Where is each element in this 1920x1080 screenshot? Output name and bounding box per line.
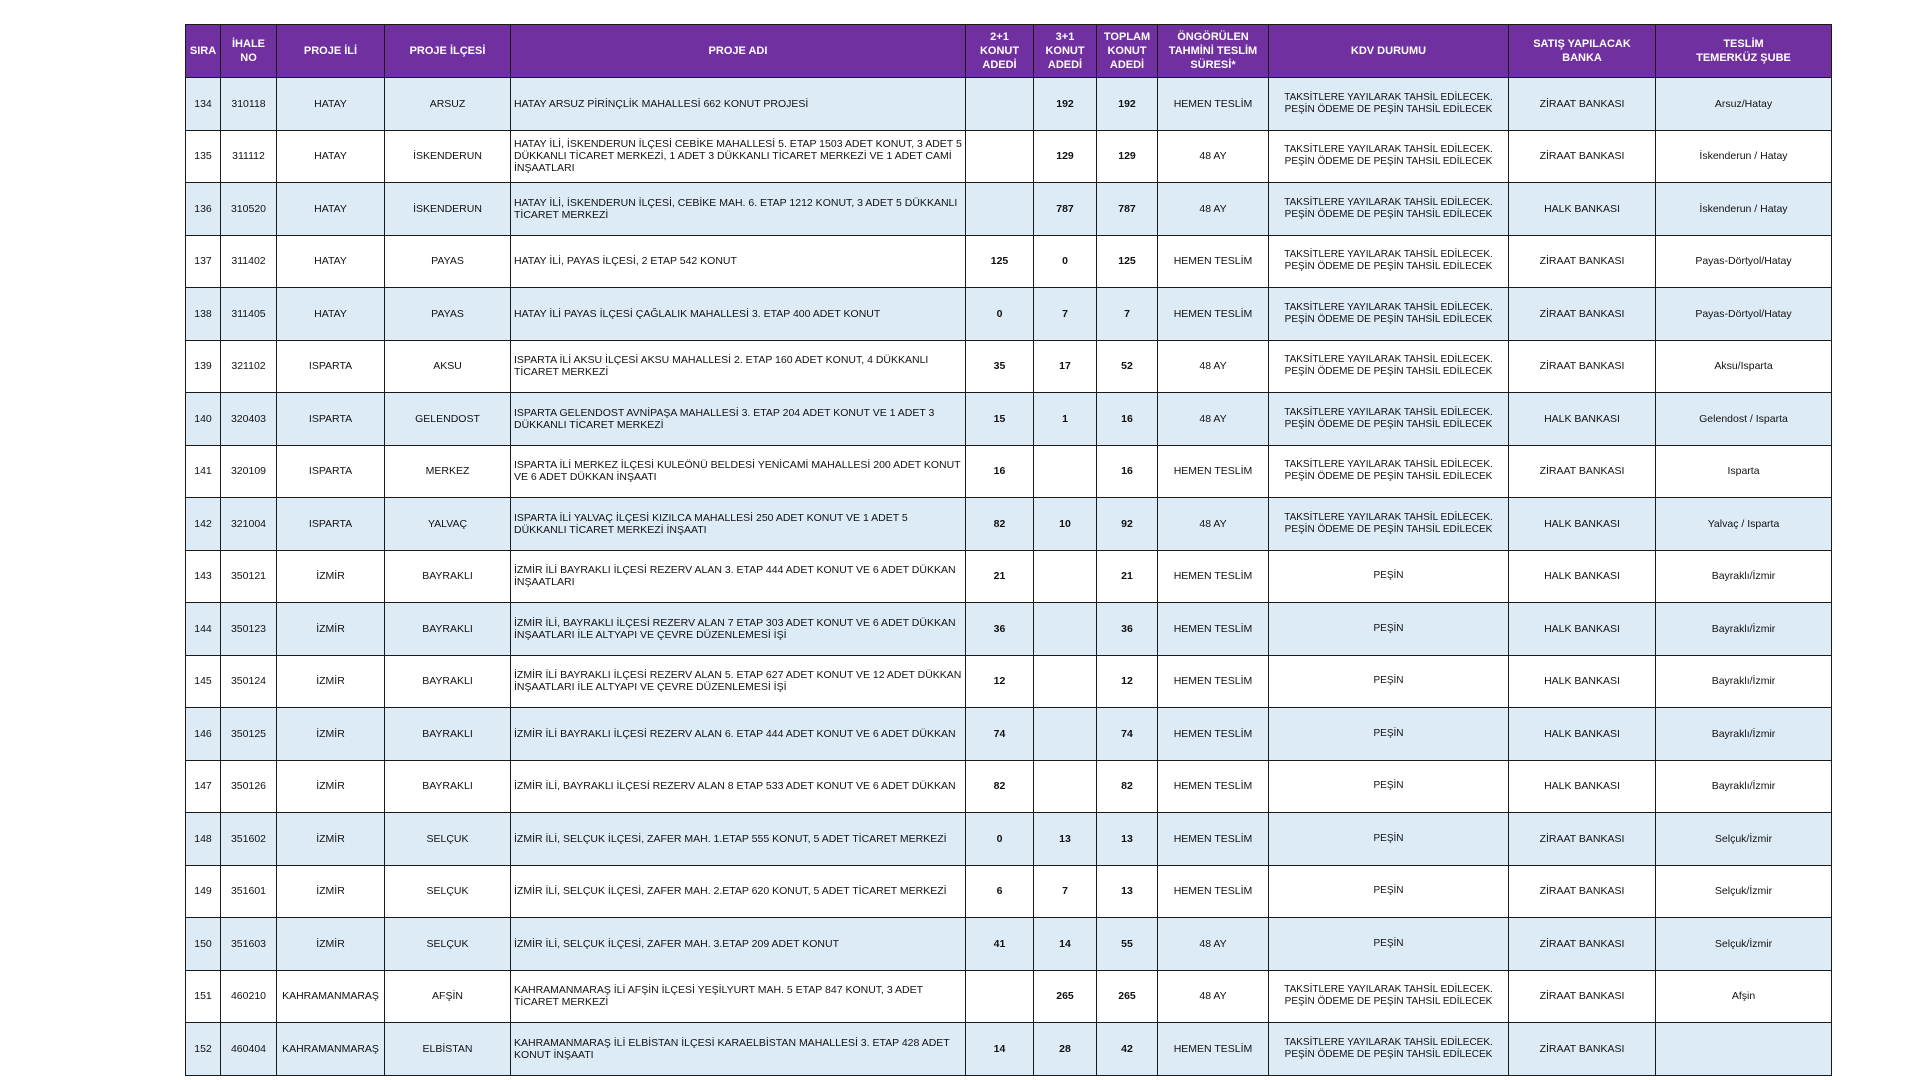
cell-satis-banka: ZİRAAT BANKASI <box>1509 288 1656 341</box>
cell-satis-banka: ZİRAAT BANKASI <box>1509 130 1656 183</box>
cell-2-1-konut: 36 <box>966 603 1034 656</box>
table-row <box>186 760 1832 813</box>
cell-3-1-konut <box>1034 655 1097 708</box>
cell-2-1-konut: 125 <box>966 235 1034 288</box>
cell-sira: 135 <box>186 130 221 183</box>
table-row <box>186 288 1832 341</box>
cell-ihale-no: 310520 <box>221 183 277 236</box>
table-row <box>186 708 1832 761</box>
cell-satis-banka: HALK BANKASI <box>1509 760 1656 813</box>
cell-sira: 141 <box>186 445 221 498</box>
cell-teslim-sube: Bayraklı/İzmir <box>1656 708 1832 761</box>
header-proje-adi: PROJE ADI <box>511 25 966 78</box>
cell-ihale-no: 350126 <box>221 760 277 813</box>
cell-proje-ilcesi: BAYRAKLI <box>385 550 511 603</box>
cell-proje-adi: KAHRAMANMARAŞ İLİ AFŞİN İLÇESİ YEŞİLYURT MAH. 5 ETAP 847 KONUT, 3 ADET TİCARET MERKEZİ <box>511 970 966 1023</box>
header-proje-ili: PROJE İLİ <box>277 25 385 78</box>
cell-teslim-sube: Afşin <box>1656 970 1832 1023</box>
cell-satis-banka: HALK BANKASI <box>1509 708 1656 761</box>
cell-toplam-konut: 16 <box>1097 393 1158 446</box>
cell-proje-adi: HATAY İLİ PAYAS İLÇESİ ÇAĞLALIK MAHALLESİ 3. ETAP 400 ADET KONUT <box>511 288 966 341</box>
cell-teslim-suresi: HEMEN TESLİM <box>1158 813 1269 866</box>
cell-toplam-konut: 129 <box>1097 130 1158 183</box>
cell-teslim-suresi: HEMEN TESLİM <box>1158 760 1269 813</box>
cell-kdv-durumu: TAKSİTLERE YAYILARAK TAHSİL EDİLECEK. PEŞİN ÖDEME DE PEŞİN TAHSİL EDİLECEK <box>1269 340 1509 393</box>
cell-proje-ili: İZMİR <box>277 708 385 761</box>
cell-proje-adi: ISPARTA İLİ MERKEZ İLÇESİ KULEÖNÜ BELDESİ YENİCAMİ MAHALLESİ 200 ADET KONUT VE 6 ADET DÜKKAN İNŞAATI <box>511 445 966 498</box>
cell-toplam-konut: 42 <box>1097 1023 1158 1076</box>
cell-proje-ili: ISPARTA <box>277 393 385 446</box>
cell-kdv-durumu: PEŞİN <box>1269 603 1509 656</box>
cell-proje-ilcesi: YALVAÇ <box>385 498 511 551</box>
table-row <box>186 655 1832 708</box>
cell-proje-ilcesi: BAYRAKLI <box>385 708 511 761</box>
cell-proje-ilcesi: PAYAS <box>385 288 511 341</box>
cell-kdv-durumu: TAKSİTLERE YAYILARAK TAHSİL EDİLECEK. PEŞİN ÖDEME DE PEŞİN TAHSİL EDİLECEK <box>1269 130 1509 183</box>
cell-proje-ili: ISPARTA <box>277 445 385 498</box>
housing-projects-table <box>185 24 1832 1076</box>
cell-satis-banka: HALK BANKASI <box>1509 655 1656 708</box>
cell-proje-ili: İZMİR <box>277 603 385 656</box>
cell-toplam-konut: 82 <box>1097 760 1158 813</box>
cell-teslim-suresi: HEMEN TESLİM <box>1158 288 1269 341</box>
cell-3-1-konut <box>1034 603 1097 656</box>
cell-kdv-durumu: TAKSİTLERE YAYILARAK TAHSİL EDİLECEK. PEŞİN ÖDEME DE PEŞİN TAHSİL EDİLECEK <box>1269 235 1509 288</box>
cell-kdv-durumu: TAKSİTLERE YAYILARAK TAHSİL EDİLECEK. PEŞİN ÖDEME DE PEŞİN TAHSİL EDİLECEK <box>1269 1023 1509 1076</box>
cell-proje-ili: HATAY <box>277 183 385 236</box>
cell-teslim-suresi: HEMEN TESLİM <box>1158 235 1269 288</box>
cell-teslim-sube: Selçuk/İzmir <box>1656 865 1832 918</box>
cell-proje-adi: İZMİR İLİ BAYRAKLI İLÇESİ REZERV ALAN 5. ETAP 627 ADET KONUT VE 12 ADET DÜKKAN İNŞAATLARI İLE ALTYAPI VE ÇEVRE DÜZENLEMESİ İŞİ <box>511 655 966 708</box>
cell-satis-banka: ZİRAAT BANKASI <box>1509 1023 1656 1076</box>
cell-proje-ilcesi: SELÇUK <box>385 865 511 918</box>
cell-satis-banka: ZİRAAT BANKASI <box>1509 445 1656 498</box>
cell-teslim-sube: Payas-Dörtyol/Hatay <box>1656 235 1832 288</box>
cell-proje-adi: ISPARTA İLİ YALVAÇ İLÇESİ KIZILCA MAHALLESİ 250 ADET KONUT VE 1 ADET 5 DÜKKANLI TİCARET MERKEZİ İNŞAATI <box>511 498 966 551</box>
cell-sira: 137 <box>186 235 221 288</box>
cell-2-1-konut <box>966 970 1034 1023</box>
cell-proje-ilcesi: BAYRAKLI <box>385 603 511 656</box>
cell-ihale-no: 320403 <box>221 393 277 446</box>
cell-3-1-konut: 13 <box>1034 813 1097 866</box>
cell-toplam-konut: 36 <box>1097 603 1158 656</box>
header-toplam-konut: TOPLAM KONUT ADEDİ <box>1097 25 1158 78</box>
table-row <box>186 130 1832 183</box>
cell-kdv-durumu: PEŞİN <box>1269 813 1509 866</box>
cell-proje-adi: İZMİR İLİ, SELÇUK İLÇESİ, ZAFER MAH. 2.ETAP 620 KONUT, 5 ADET TİCARET MERKEZİ <box>511 865 966 918</box>
cell-proje-ili: İZMİR <box>277 865 385 918</box>
cell-ihale-no: 321102 <box>221 340 277 393</box>
cell-3-1-konut: 28 <box>1034 1023 1097 1076</box>
cell-satis-banka: HALK BANKASI <box>1509 603 1656 656</box>
cell-sira: 148 <box>186 813 221 866</box>
cell-toplam-konut: 92 <box>1097 498 1158 551</box>
cell-sira: 143 <box>186 550 221 603</box>
cell-proje-adi: İZMİR İLİ, BAYRAKLI İLÇESİ REZERV ALAN 8 ETAP 533 ADET KONUT VE 6 ADET DÜKKAN <box>511 760 966 813</box>
table-row <box>186 865 1832 918</box>
cell-3-1-konut: 787 <box>1034 183 1097 236</box>
cell-satis-banka: ZİRAAT BANKASI <box>1509 340 1656 393</box>
cell-teslim-suresi: HEMEN TESLİM <box>1158 445 1269 498</box>
cell-teslim-suresi: HEMEN TESLİM <box>1158 550 1269 603</box>
cell-sira: 145 <box>186 655 221 708</box>
cell-toplam-konut: 55 <box>1097 918 1158 971</box>
table-row <box>186 550 1832 603</box>
cell-sira: 140 <box>186 393 221 446</box>
cell-sira: 149 <box>186 865 221 918</box>
cell-proje-ilcesi: İSKENDERUN <box>385 183 511 236</box>
cell-teslim-suresi: 48 AY <box>1158 183 1269 236</box>
cell-kdv-durumu: PEŞİN <box>1269 655 1509 708</box>
cell-sira: 146 <box>186 708 221 761</box>
cell-ihale-no: 351601 <box>221 865 277 918</box>
cell-toplam-konut: 13 <box>1097 865 1158 918</box>
header-3-1-konut: 3+1 KONUT ADEDİ <box>1034 25 1097 78</box>
cell-teslim-suresi: 48 AY <box>1158 918 1269 971</box>
table-row <box>186 393 1832 446</box>
cell-kdv-durumu: TAKSİTLERE YAYILARAK TAHSİL EDİLECEK. PEŞİN ÖDEME DE PEŞİN TAHSİL EDİLECEK <box>1269 183 1509 236</box>
cell-2-1-konut: 0 <box>966 813 1034 866</box>
cell-proje-ilcesi: ARSUZ <box>385 78 511 131</box>
cell-2-1-konut: 14 <box>966 1023 1034 1076</box>
cell-proje-ili: HATAY <box>277 130 385 183</box>
cell-ihale-no: 350123 <box>221 603 277 656</box>
cell-3-1-konut <box>1034 708 1097 761</box>
cell-proje-ilcesi: PAYAS <box>385 235 511 288</box>
header-proje-ilcesi: PROJE İLÇESİ <box>385 25 511 78</box>
cell-proje-ili: HATAY <box>277 235 385 288</box>
cell-proje-adi: İZMİR İLİ, BAYRAKLI İLÇESİ REZERV ALAN 7 ETAP 303 ADET KONUT VE 6 ADET DÜKKAN İNŞAATLARI İLE ALTYAPI VE ÇEVRE DÜZENLEMESİ İŞİ <box>511 603 966 656</box>
cell-proje-ilcesi: ELBİSTAN <box>385 1023 511 1076</box>
cell-teslim-sube: Yalvaç / Isparta <box>1656 498 1832 551</box>
cell-proje-ili: İZMİR <box>277 550 385 603</box>
cell-teslim-suresi: HEMEN TESLİM <box>1158 603 1269 656</box>
cell-3-1-konut: 17 <box>1034 340 1097 393</box>
header-satis-banka: SATIŞ YAPILACAK BANKA <box>1509 25 1656 78</box>
cell-sira: 150 <box>186 918 221 971</box>
cell-ihale-no: 350124 <box>221 655 277 708</box>
cell-ihale-no: 460404 <box>221 1023 277 1076</box>
cell-teslim-sube: Bayraklı/İzmir <box>1656 655 1832 708</box>
cell-proje-ilcesi: BAYRAKLI <box>385 760 511 813</box>
cell-ihale-no: 321004 <box>221 498 277 551</box>
cell-proje-ili: HATAY <box>277 288 385 341</box>
cell-teslim-sube: Selçuk/İzmir <box>1656 918 1832 971</box>
cell-kdv-durumu: PEŞİN <box>1269 708 1509 761</box>
table-row <box>186 498 1832 551</box>
cell-teslim-sube <box>1656 1023 1832 1076</box>
cell-2-1-konut: 35 <box>966 340 1034 393</box>
cell-toplam-konut: 7 <box>1097 288 1158 341</box>
cell-kdv-durumu: TAKSİTLERE YAYILARAK TAHSİL EDİLECEK. PEŞİN ÖDEME DE PEŞİN TAHSİL EDİLECEK <box>1269 78 1509 131</box>
cell-sira: 138 <box>186 288 221 341</box>
cell-3-1-konut: 0 <box>1034 235 1097 288</box>
cell-satis-banka: ZİRAAT BANKASI <box>1509 235 1656 288</box>
cell-ihale-no: 320109 <box>221 445 277 498</box>
cell-teslim-suresi: 48 AY <box>1158 393 1269 446</box>
cell-ihale-no: 350121 <box>221 550 277 603</box>
cell-proje-ili: ISPARTA <box>277 498 385 551</box>
cell-teslim-sube: Aksu/Isparta <box>1656 340 1832 393</box>
cell-proje-adi: HATAY İLİ, İSKENDERUN İLÇESİ, CEBİKE MAH. 6. ETAP 1212 KONUT, 3 ADET 5 DÜKKANLI TİCARET MERKEZİ <box>511 183 966 236</box>
cell-kdv-durumu: PEŞİN <box>1269 865 1509 918</box>
cell-toplam-konut: 21 <box>1097 550 1158 603</box>
cell-satis-banka: ZİRAAT BANKASI <box>1509 78 1656 131</box>
cell-3-1-konut: 129 <box>1034 130 1097 183</box>
cell-ihale-no: 311112 <box>221 130 277 183</box>
cell-2-1-konut: 74 <box>966 708 1034 761</box>
cell-proje-adi: HATAY İLİ, İSKENDERUN İLÇESİ CEBİKE MAHALLESİ 5. ETAP 1503 ADET KONUT, 3 ADET 5 DÜKKANLI TİCARET MERKEZİ, 1 ADET 3 DÜKKANLI TİCARET MERKEZİ VE 1 ADET CAMİ İNŞAATLARI <box>511 130 966 183</box>
cell-proje-adi: HATAY İLİ, PAYAS İLÇESİ, 2 ETAP 542 KONUT <box>511 235 966 288</box>
cell-teslim-sube: Bayraklı/İzmir <box>1656 760 1832 813</box>
cell-proje-ili: KAHRAMANMARAŞ <box>277 970 385 1023</box>
table-row <box>186 78 1832 131</box>
cell-sira: 147 <box>186 760 221 813</box>
cell-kdv-durumu: TAKSİTLERE YAYILARAK TAHSİL EDİLECEK. PEŞİN ÖDEME DE PEŞİN TAHSİL EDİLECEK <box>1269 393 1509 446</box>
cell-ihale-no: 311402 <box>221 235 277 288</box>
cell-2-1-konut <box>966 183 1034 236</box>
cell-toplam-konut: 192 <box>1097 78 1158 131</box>
cell-sira: 142 <box>186 498 221 551</box>
cell-proje-ili: İZMİR <box>277 813 385 866</box>
table-row <box>186 183 1832 236</box>
cell-2-1-konut: 21 <box>966 550 1034 603</box>
cell-teslim-suresi: 48 AY <box>1158 970 1269 1023</box>
cell-satis-banka: HALK BANKASI <box>1509 550 1656 603</box>
cell-kdv-durumu: TAKSİTLERE YAYILARAK TAHSİL EDİLECEK. PEŞİN ÖDEME DE PEŞİN TAHSİL EDİLECEK <box>1269 498 1509 551</box>
cell-2-1-konut: 15 <box>966 393 1034 446</box>
cell-proje-ilcesi: GELENDOST <box>385 393 511 446</box>
cell-sira: 144 <box>186 603 221 656</box>
cell-proje-ili: İZMİR <box>277 918 385 971</box>
cell-2-1-konut: 6 <box>966 865 1034 918</box>
cell-kdv-durumu: PEŞİN <box>1269 918 1509 971</box>
cell-proje-ili: ISPARTA <box>277 340 385 393</box>
cell-teslim-sube: Gelendost / Isparta <box>1656 393 1832 446</box>
cell-proje-ilcesi: MERKEZ <box>385 445 511 498</box>
header-teslim-suresi: ÖNGÖRÜLEN TAHMİNİ TESLİM SÜRESİ* <box>1158 25 1269 78</box>
cell-3-1-konut: 192 <box>1034 78 1097 131</box>
cell-sira: 139 <box>186 340 221 393</box>
cell-proje-adi: İZMİR İLİ BAYRAKLI İLÇESİ REZERV ALAN 3. ETAP 444 ADET KONUT VE 6 ADET DÜKKAN İNŞAATLARI <box>511 550 966 603</box>
cell-proje-ili: İZMİR <box>277 655 385 708</box>
cell-3-1-konut: 7 <box>1034 288 1097 341</box>
cell-sira: 151 <box>186 970 221 1023</box>
table-row <box>186 340 1832 393</box>
table-row <box>186 813 1832 866</box>
cell-proje-adi: İZMİR İLİ, SELÇUK İLÇESİ, ZAFER MAH. 3.ETAP 209 ADET KONUT <box>511 918 966 971</box>
cell-sira: 134 <box>186 78 221 131</box>
cell-satis-banka: ZİRAAT BANKASI <box>1509 865 1656 918</box>
cell-2-1-konut: 82 <box>966 760 1034 813</box>
cell-ihale-no: 460210 <box>221 970 277 1023</box>
cell-ihale-no: 351602 <box>221 813 277 866</box>
cell-teslim-suresi: HEMEN TESLİM <box>1158 655 1269 708</box>
cell-toplam-konut: 12 <box>1097 655 1158 708</box>
cell-3-1-konut: 14 <box>1034 918 1097 971</box>
cell-proje-ilcesi: AKSU <box>385 340 511 393</box>
cell-teslim-suresi: HEMEN TESLİM <box>1158 708 1269 761</box>
cell-toplam-konut: 52 <box>1097 340 1158 393</box>
cell-3-1-konut: 265 <box>1034 970 1097 1023</box>
cell-3-1-konut <box>1034 760 1097 813</box>
cell-kdv-durumu: TAKSİTLERE YAYILARAK TAHSİL EDİLECEK. PEŞİN ÖDEME DE PEŞİN TAHSİL EDİLECEK <box>1269 288 1509 341</box>
cell-satis-banka: ZİRAAT BANKASI <box>1509 918 1656 971</box>
cell-3-1-konut: 10 <box>1034 498 1097 551</box>
cell-2-1-konut: 12 <box>966 655 1034 708</box>
cell-teslim-sube: Payas-Dörtyol/Hatay <box>1656 288 1832 341</box>
table-body <box>186 78 1832 1076</box>
cell-satis-banka: ZİRAAT BANKASI <box>1509 813 1656 866</box>
cell-toplam-konut: 125 <box>1097 235 1158 288</box>
cell-proje-ili: HATAY <box>277 78 385 131</box>
cell-teslim-suresi: 48 AY <box>1158 340 1269 393</box>
cell-proje-ili: İZMİR <box>277 760 385 813</box>
cell-teslim-suresi: HEMEN TESLİM <box>1158 865 1269 918</box>
cell-kdv-durumu: PEŞİN <box>1269 760 1509 813</box>
table-row <box>186 445 1832 498</box>
cell-ihale-no: 310118 <box>221 78 277 131</box>
cell-proje-adi: KAHRAMANMARAŞ İLİ ELBİSTAN İLÇESİ KARAELBİSTAN MAHALLESİ 3. ETAP 428 ADET KONUT İNŞAATI <box>511 1023 966 1076</box>
cell-3-1-konut <box>1034 550 1097 603</box>
table-row <box>186 235 1832 288</box>
cell-teslim-sube: İskenderun / Hatay <box>1656 130 1832 183</box>
cell-teslim-sube: İskenderun / Hatay <box>1656 183 1832 236</box>
cell-proje-ilcesi: SELÇUK <box>385 813 511 866</box>
cell-2-1-konut <box>966 130 1034 183</box>
cell-proje-adi: İZMİR İLİ, SELÇUK İLÇESİ, ZAFER MAH. 1.ETAP 555 KONUT, 5 ADET TİCARET MERKEZİ <box>511 813 966 866</box>
header-teslim-sube: TESLİM TEMERKÜZ ŞUBE <box>1656 25 1832 78</box>
cell-toplam-konut: 265 <box>1097 970 1158 1023</box>
cell-ihale-no: 311405 <box>221 288 277 341</box>
cell-sira: 152 <box>186 1023 221 1076</box>
cell-proje-ilcesi: BAYRAKLI <box>385 655 511 708</box>
cell-3-1-konut: 7 <box>1034 865 1097 918</box>
cell-satis-banka: ZİRAAT BANKASI <box>1509 970 1656 1023</box>
header-sira: SIRA <box>186 25 221 78</box>
cell-proje-adi: HATAY ARSUZ PİRİNÇLİK MAHALLESİ 662 KONUT PROJESİ <box>511 78 966 131</box>
cell-teslim-sube: Isparta <box>1656 445 1832 498</box>
table-row <box>186 918 1832 971</box>
cell-ihale-no: 351603 <box>221 918 277 971</box>
cell-3-1-konut <box>1034 445 1097 498</box>
cell-toplam-konut: 16 <box>1097 445 1158 498</box>
table-row <box>186 603 1832 656</box>
table-row <box>186 970 1832 1023</box>
cell-satis-banka: HALK BANKASI <box>1509 183 1656 236</box>
cell-toplam-konut: 787 <box>1097 183 1158 236</box>
cell-2-1-konut: 41 <box>966 918 1034 971</box>
cell-2-1-konut <box>966 78 1034 131</box>
header-ihale-no: İHALE NO <box>221 25 277 78</box>
cell-proje-adi: ISPARTA İLİ AKSU İLÇESİ AKSU MAHALLESİ 2. ETAP 160 ADET KONUT, 4 DÜKKANLI TİCARET MERKEZİ <box>511 340 966 393</box>
header-kdv-durumu: KDV DURUMU <box>1269 25 1509 78</box>
cell-teslim-suresi: 48 AY <box>1158 498 1269 551</box>
cell-proje-adi: İZMİR İLİ BAYRAKLI İLÇESİ REZERV ALAN 6. ETAP 444 ADET KONUT VE 6 ADET DÜKKAN <box>511 708 966 761</box>
cell-teslim-sube: Arsuz/Hatay <box>1656 78 1832 131</box>
table-row <box>186 1023 1832 1076</box>
cell-toplam-konut: 74 <box>1097 708 1158 761</box>
cell-3-1-konut: 1 <box>1034 393 1097 446</box>
cell-teslim-sube: Bayraklı/İzmir <box>1656 603 1832 656</box>
cell-satis-banka: HALK BANKASI <box>1509 393 1656 446</box>
header-2-1-konut: 2+1 KONUT ADEDİ <box>966 25 1034 78</box>
cell-2-1-konut: 0 <box>966 288 1034 341</box>
cell-teslim-suresi: HEMEN TESLİM <box>1158 1023 1269 1076</box>
cell-sira: 136 <box>186 183 221 236</box>
cell-toplam-konut: 13 <box>1097 813 1158 866</box>
cell-kdv-durumu: TAKSİTLERE YAYILARAK TAHSİL EDİLECEK. PEŞİN ÖDEME DE PEŞİN TAHSİL EDİLECEK <box>1269 970 1509 1023</box>
cell-2-1-konut: 16 <box>966 445 1034 498</box>
cell-kdv-durumu: PEŞİN <box>1269 550 1509 603</box>
cell-teslim-suresi: 48 AY <box>1158 130 1269 183</box>
cell-proje-ilcesi: SELÇUK <box>385 918 511 971</box>
cell-satis-banka: HALK BANKASI <box>1509 498 1656 551</box>
cell-ihale-no: 350125 <box>221 708 277 761</box>
cell-proje-ili: KAHRAMANMARAŞ <box>277 1023 385 1076</box>
cell-proje-ilcesi: İSKENDERUN <box>385 130 511 183</box>
cell-teslim-sube: Bayraklı/İzmir <box>1656 550 1832 603</box>
cell-proje-adi: ISPARTA GELENDOST AVNİPAŞA MAHALLESİ 3. ETAP 204 ADET KONUT VE 1 ADET 3 DÜKKANLI TİCARET MERKEZİ <box>511 393 966 446</box>
cell-2-1-konut: 82 <box>966 498 1034 551</box>
cell-teslim-suresi: HEMEN TESLİM <box>1158 78 1269 131</box>
cell-teslim-sube: Selçuk/İzmir <box>1656 813 1832 866</box>
cell-kdv-durumu: TAKSİTLERE YAYILARAK TAHSİL EDİLECEK. PEŞİN ÖDEME DE PEŞİN TAHSİL EDİLECEK <box>1269 445 1509 498</box>
cell-proje-ilcesi: AFŞİN <box>385 970 511 1023</box>
header-row <box>186 25 1832 78</box>
